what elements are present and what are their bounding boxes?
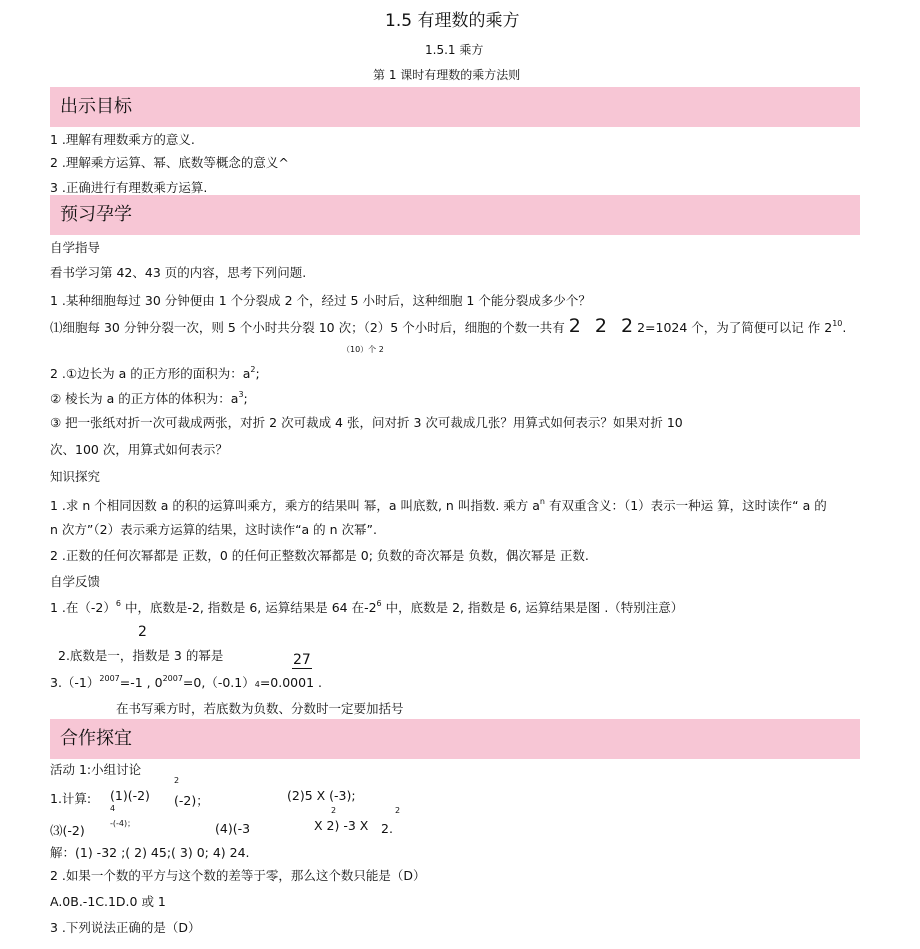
calc-item-4-sup: -(-4)； <box>110 819 136 828</box>
read-instruction: 看书学习第 42、43 页的内容，思考下列问题. <box>50 265 307 280</box>
section-band-goals: 出示目标 <box>50 87 860 127</box>
knowledge-1-text: 1 .求 n 个相同因数 a 的积的运算叫乘方，乘方的结果叫 幂，a 叫底数, n 叫指数. 乘方 a <box>50 498 540 513</box>
question-2a-end: ; <box>255 366 260 381</box>
question-2b-end: ; <box>243 391 248 406</box>
calc-item-4: ⑶(-2) <box>50 823 85 838</box>
feedback-1-c: 中，底数是 2, 指数是 6, 运算结果是图 .（特别注意） <box>381 600 684 615</box>
goal-item: 3 .正确进行有理数乘方运算. <box>50 180 208 195</box>
calc-answers: 解：(1) -32 ;( 2) 45;( 3) 0; 4) 24. <box>50 845 250 860</box>
answer-1 <box>50 315 846 337</box>
page-subtitle: 1.5.1 乘方 <box>425 43 484 57</box>
feedback-3-exp-c: 4 <box>254 680 260 689</box>
calc-item-6-end: 2. <box>381 821 393 836</box>
guide-heading: 自学指导 <box>50 240 101 255</box>
feedback-1-b: 中，底数是-2, 指数是 6, 运算结果是 64 在-2 <box>120 600 377 615</box>
activity-heading: 活动 1:小组讨论 <box>50 762 142 777</box>
calc-label: 1.计算: <box>50 791 92 806</box>
knowledge-1 <box>50 496 827 514</box>
feedback-3-a: 3.（-1） <box>50 675 100 690</box>
feedback-2: 2.底数是一，指数是 3 的幂是 <box>58 648 224 663</box>
fraction-denominator <box>292 652 312 668</box>
goal-item: 1 .理解有理数乘方的意义. <box>50 132 195 147</box>
feedback-1-a: 1 .在（-2） <box>50 600 116 615</box>
calc-item-1-sub: 4 <box>110 804 116 813</box>
question-coop-2: 2 .如果一个数的平方与这个数的差等于零，那么这个数只能是（D） <box>50 868 426 883</box>
calc-item-5: (4)(-3 <box>215 821 251 836</box>
calc-item-6: X 2) -3 X <box>314 818 369 833</box>
answer-1-text: ⑴细胞每 30 分钟分裂一次，则 5 个小时共分裂 10 次；（2）5 个小时后，细胞的个数一共有 <box>50 320 565 335</box>
feedback-1-exp-a: 6 <box>115 599 121 608</box>
knowledge-heading: 知识探究 <box>50 469 101 484</box>
knowledge-1-cont: n 次方”（2）表示乘方运算的结果，这时读作“a 的 n 次幂”. <box>50 522 378 537</box>
knowledge-1-rest: 有双重含义：（1）表示一种运 算，这时读作“ a 的 <box>544 498 827 513</box>
feedback-heading: 自学反馈 <box>50 574 101 589</box>
answer-1-dot: . <box>842 320 847 335</box>
answer-1-factors: 2 2 2 <box>568 315 638 337</box>
question-2a-text: 2 .①边长为 a 的正方形的面积为：a <box>50 366 251 381</box>
calc-item-3: (2)5 X (-3); <box>287 788 356 803</box>
feedback-1-exp-b: 6 <box>376 599 382 608</box>
question-2c: ③ 把一张纸对折一次可裁成两张，对折 2 次可裁成 4 张，问对折 3 次可裁成几张？用算式如何表示？如果对折 10 <box>50 415 683 430</box>
lesson-title: 第 1 课时有理数的乘方法则 <box>373 68 521 82</box>
page-title: 1.5 有理数的乘方 <box>385 11 520 31</box>
calc-item-1: (1)(-2) <box>110 788 150 803</box>
question-2b <box>50 389 248 407</box>
question-2b-text: ② 棱长为 a 的正方体的体积为：a <box>50 391 239 406</box>
fraction-denominator-text: 27 <box>293 652 311 668</box>
calc-item-6-sup-2: 2 <box>395 806 401 815</box>
feedback-3-b: =-1 , 0 <box>119 675 163 690</box>
answer-1-exponent: 10 <box>832 319 843 328</box>
bracket-note: 在书写乘方时，若底数为负数、分数时一定要加括号 <box>116 701 404 716</box>
question-coop-2-options: A.0B.-1C.1D.0 或 1 <box>50 894 166 909</box>
section-band-preview: 预习孕学 <box>50 195 860 235</box>
question-2a-exponent: 2 <box>250 365 256 374</box>
question-coop-3: 3 .下列说法正确的是（D） <box>50 920 201 935</box>
knowledge-1-exponent: n <box>539 497 545 506</box>
answer-1-note: （10）个 2 <box>342 345 384 354</box>
answer-1-result: 2=1024 个，为了简便可以记 作 2 <box>637 320 833 335</box>
section-band-coop: 合作探宜 <box>50 719 860 759</box>
calc-item-6-sup-1: 2 <box>331 806 337 815</box>
knowledge-2: 2 .正数的任何次幂都是 正数，0 的任何正整数次幂都是 0; 负数的奇次幂是 负数，偶次幂是 正数. <box>50 548 589 563</box>
fraction-numerator: 2 <box>138 624 147 640</box>
question-2c-cont: 次、100 次，用算式如何表示？ <box>50 442 228 457</box>
feedback-3-exp-a: 2007 <box>99 674 120 683</box>
feedback-1 <box>50 598 683 616</box>
calc-item-2-sup: 2 <box>174 776 180 785</box>
question-2a <box>50 364 260 382</box>
feedback-3-exp-b: 2007 <box>162 674 183 683</box>
calc-item-2: (-2)； <box>174 793 209 808</box>
question-1: 1 .某种细胞每过 30 分钟便由 1 个分裂成 2 个，经过 5 小时后，这种细胞 1 个能分裂成多少个？ <box>50 293 591 308</box>
feedback-3-c: =0,（-0.1） <box>182 675 255 690</box>
goal-item: 2 .理解乘方运算、幂、底数等概念的意义^ <box>50 155 289 170</box>
feedback-3 <box>50 673 322 691</box>
question-2b-exponent: 3 <box>238 390 244 399</box>
feedback-3-d: =0.0001 . <box>259 675 322 690</box>
